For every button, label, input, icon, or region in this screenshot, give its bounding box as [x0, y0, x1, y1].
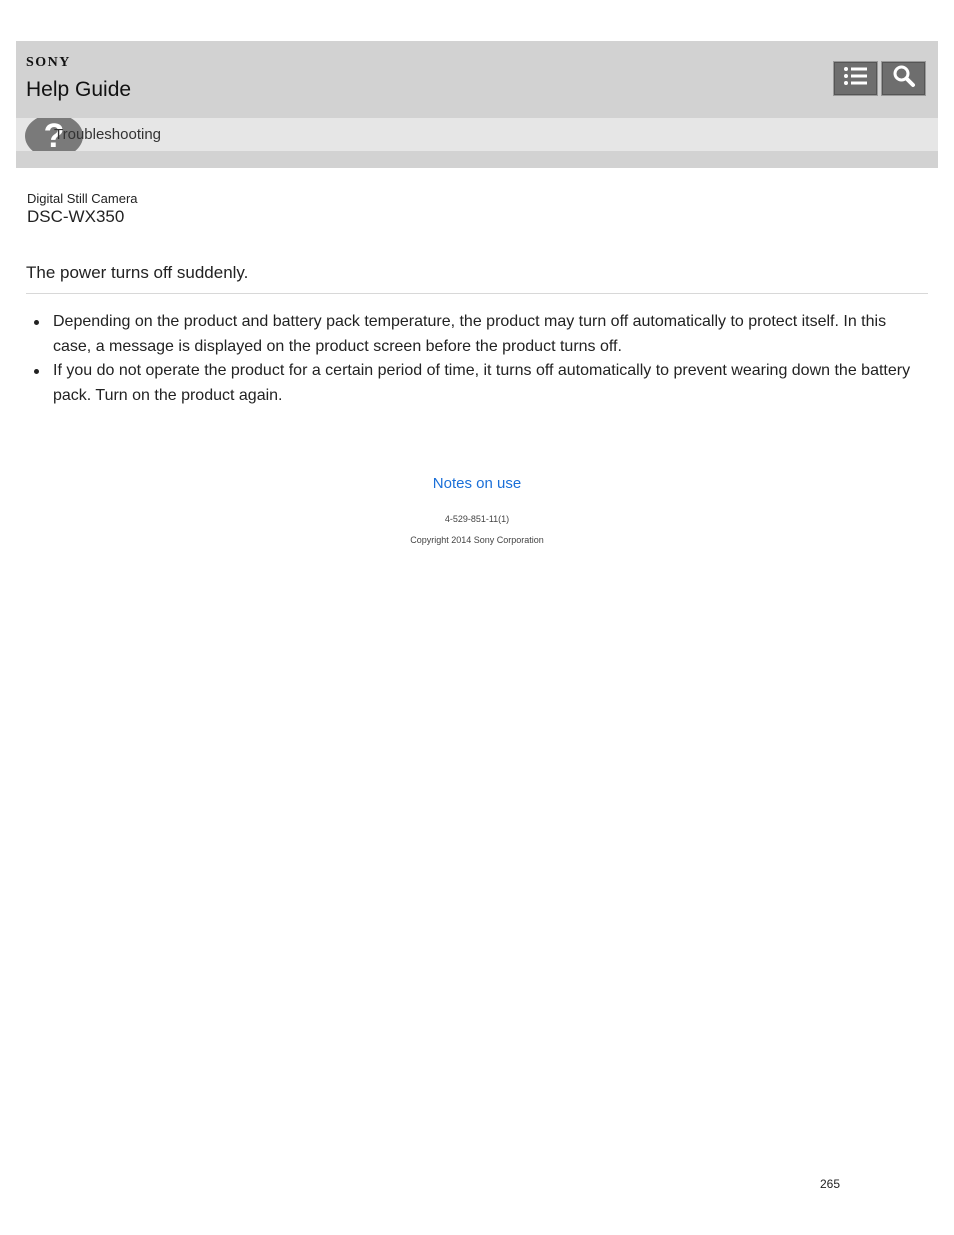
breadcrumb-troubleshooting[interactable]: Troubleshooting — [54, 126, 162, 143]
bullet-icon — [34, 369, 39, 374]
page-title: Help Guide — [26, 78, 132, 101]
list-icon — [843, 65, 869, 92]
list-item — [26, 310, 928, 359]
header-bar — [16, 41, 938, 118]
product-type: Digital Still Camera — [27, 191, 138, 206]
topic-bullet-list — [26, 310, 928, 408]
question-icon: ? — [25, 118, 83, 151]
breadcrumb — [16, 118, 938, 151]
bullet-text: Depending on the product and battery pack temperature, the product may turn off automatically to protect itself. In this case, a message is displayed on the product screen before the product turns off. — [53, 313, 887, 355]
topic-heading: The power turns off suddenly. — [26, 263, 928, 294]
bullet-icon — [34, 320, 39, 325]
bullet-text: If you do not operate the product for a certain period of time, it turns off automatically to prevent wearing down the battery pack. Turn on the product again. — [53, 362, 911, 404]
sony-logo: SONY — [26, 55, 71, 70]
header-bottom-strip — [16, 151, 938, 168]
copyright: Copyright 2014 Sony Corporation — [410, 535, 544, 545]
document-number: 4-529-851-11(1) — [444, 514, 510, 524]
toc-button[interactable] — [833, 61, 878, 96]
list-item — [26, 359, 928, 408]
related-link-notes-on-use[interactable]: Notes on use — [432, 475, 522, 492]
page-number: 265 — [820, 1177, 841, 1191]
search-button[interactable] — [881, 61, 926, 96]
product-model: DSC-WX350 — [27, 207, 125, 226]
search-icon — [892, 64, 916, 93]
